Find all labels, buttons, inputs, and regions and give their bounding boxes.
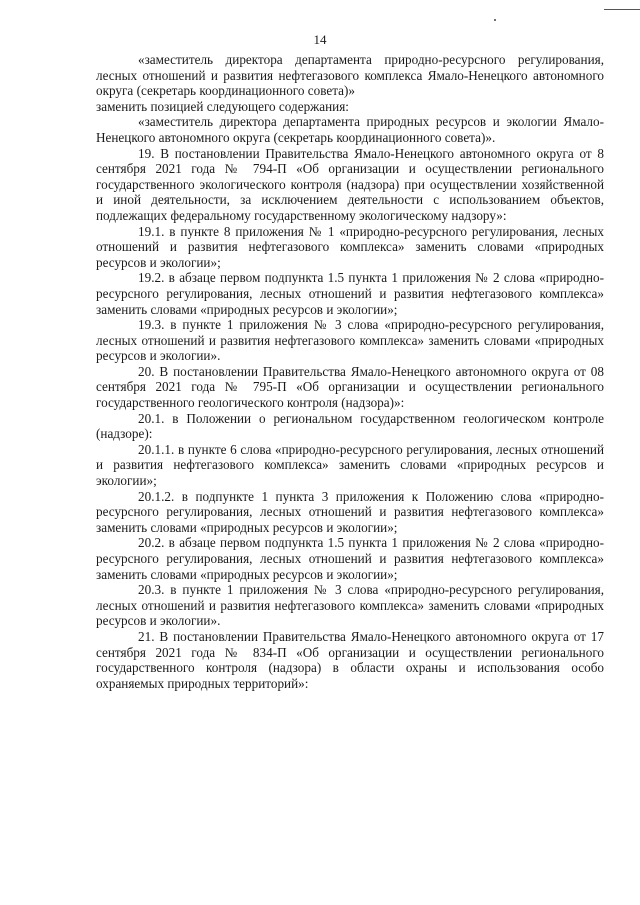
scan-edge-line: [604, 9, 640, 10]
paragraph-item-19-2: 19.2. в абзаце первом подпункта 1.5 пункта 1 приложения № 2 слова «природно-ресурсного регулирования, лесных отношений и развития нефтегазового комплекса» заменить словами «природных ресурсов и экологии»;: [96, 270, 604, 317]
scan-speck: [494, 19, 496, 21]
paragraph-item-20-2: 20.2. в абзаце первом подпункта 1.5 пункта 1 приложения № 2 слова «природно-ресурсного регулирования, лесных отношений и развития нефтегазового комплекса» заменить словами «природных ресурсов и экологии»;: [96, 535, 604, 582]
paragraph-item-20-1-2: 20.1.2. в подпункте 1 пункта 3 приложения к Положению слова «природно-ресурсного регулирования, лесных отношений и развития нефтегазового комплекса» заменить словами «природных ресурсов и экологии»;: [96, 488, 604, 535]
paragraph-item-19: 19. В постановлении Правительства Ямало-Ненецкого автономного округа от 8 сентября 2021 года № 794-П «Об организации и осуществлении регионального государственного экологического контроля (надзора) при осуществлении хозяйственной и иной деятельности, за исключением деятельности с использованием объектов, подлежащих федеральному государственному экологическому надзору»:: [96, 145, 604, 223]
paragraph-item-20-1: 20.1. в Положении о региональном государственном геологическом контроле (надзоре):: [96, 410, 604, 442]
paragraph-item-19-1: 19.1. в пункте 8 приложения № 1 «природно-ресурсного регулирования, лесных отношений и развития нефтегазового комплекса» заменить словами «природных ресурсов и экологии»;: [96, 223, 604, 270]
paragraph-deputy-director-new: «заместитель директора департамента природных ресурсов и экологии Ямало-Ненецкого автономного округа (секретарь координационного совета)».: [96, 114, 604, 145]
paragraph-item-20: 20. В постановлении Правительства Ямало-Ненецкого автономного округа от 08 сентября 2021 года № 795-П «Об организации и осуществлении регионального государственного геологического контроля (надзора)»:: [96, 363, 604, 411]
document-body: [96, 52, 604, 691]
page-number: 14: [313, 32, 327, 47]
paragraph-replace-with: заменить позицией следующего содержания:: [96, 98, 349, 114]
paragraph-item-21: 21. В постановлении Правительства Ямало-Ненецкого автономного округа от 17 сентября 2021 года № 834-П «Об организации и осуществлении регионального государственного контроля (надзора) в области охраны и использования особо охраняемых природных территорий»:: [96, 628, 604, 691]
paragraph-item-20-1-1: 20.1.1. в пункте 6 слова «природно-ресурсного регулирования, лесных отношений и развития нефтегазового комплекса» заменить словами «природных ресурсов и экологии»;: [96, 441, 604, 489]
paragraph-deputy-director-old: «заместитель директора департамента природно-ресурсного регулирования, лесных отношений и развития нефтегазового комплекса Ямало-Ненецкого автономного округа (секретарь координационного совета)»: [96, 52, 604, 99]
paragraph-item-19-3: 19.3. в пункте 1 приложения № 3 слова «природно-ресурсного регулирования, лесных отношений и развития нефтегазового комплекса» заменить словами «природных ресурсов и экологии».: [96, 317, 604, 364]
paragraph-item-20-3: 20.3. в пункте 1 приложения № 3 слова «природно-ресурсного регулирования, лесных отношений и развития нефтегазового комплекса» заменить словами «природных ресурсов и экологии».: [96, 582, 604, 629]
